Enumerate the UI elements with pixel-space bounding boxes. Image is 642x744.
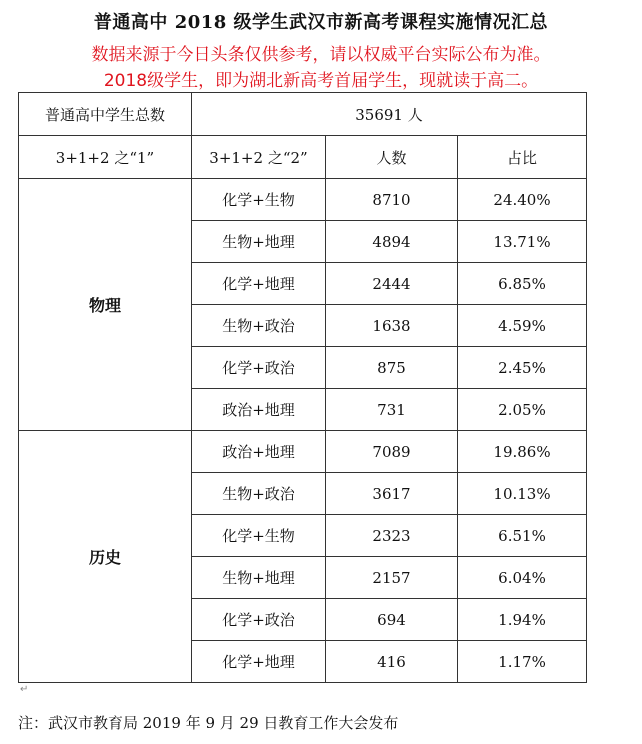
share-cell: 19.86% — [458, 431, 587, 473]
total-row — [19, 93, 587, 136]
combo-cell: 政治+地理 — [192, 431, 326, 473]
count-cell: 731 — [326, 389, 458, 431]
combo-cell: 生物+地理 — [192, 221, 326, 263]
total-value: 35691 人 — [192, 93, 587, 136]
share-cell: 13.71% — [458, 221, 587, 263]
count-cell: 2157 — [326, 557, 458, 599]
count-cell: 4894 — [326, 221, 458, 263]
combo-cell: 生物+政治 — [192, 305, 326, 347]
column-header-first: 3+1+2 之“1” — [19, 136, 192, 179]
combo-cell: 化学+生物 — [192, 515, 326, 557]
count-cell: 875 — [326, 347, 458, 389]
combo-cell: 化学+政治 — [192, 347, 326, 389]
column-header-second: 3+1+2 之“2” — [192, 136, 326, 179]
disclaimer-line-2: 2018级学生，即为湖北新高考首届学生，现就读于高二。 — [103, 71, 539, 91]
combo-cell: 政治+地理 — [192, 389, 326, 431]
disclaimer-line-1: 数据来源于今日头条仅供参考，请以权威平台实际公布为准。 — [91, 45, 551, 65]
share-cell: 4.59% — [458, 305, 587, 347]
paragraph-mark: ↵ — [20, 684, 29, 695]
footnote: 注：武汉市教育局 2019 年 9 月 29 日教育工作大会发布 — [18, 714, 399, 732]
combo-cell: 化学+地理 — [192, 641, 326, 683]
table-row — [19, 431, 587, 473]
count-cell: 2323 — [326, 515, 458, 557]
course-summary-table — [18, 92, 587, 683]
group-physics: 物理 — [19, 179, 192, 431]
share-cell: 2.05% — [458, 389, 587, 431]
combo-cell: 生物+地理 — [192, 557, 326, 599]
share-cell: 10.13% — [458, 473, 587, 515]
total-label: 普通高中学生总数 — [19, 93, 192, 136]
count-cell: 694 — [326, 599, 458, 641]
combo-cell: 生物+政治 — [192, 473, 326, 515]
share-cell: 6.51% — [458, 515, 587, 557]
document-title: 普通高中 2018 级学生武汉市新高考课程实施情况汇总 — [93, 12, 549, 33]
combo-cell: 化学+政治 — [192, 599, 326, 641]
combo-cell: 化学+地理 — [192, 263, 326, 305]
share-cell: 6.85% — [458, 263, 587, 305]
share-cell: 2.45% — [458, 347, 587, 389]
column-header-share: 占比 — [458, 136, 587, 179]
column-header-count: 人数 — [326, 136, 458, 179]
count-cell: 7089 — [326, 431, 458, 473]
count-cell: 3617 — [326, 473, 458, 515]
share-cell: 1.94% — [458, 599, 587, 641]
share-cell: 1.17% — [458, 641, 587, 683]
group-history: 历史 — [19, 431, 192, 683]
column-header-row — [19, 136, 587, 179]
count-cell: 8710 — [326, 179, 458, 221]
count-cell: 1638 — [326, 305, 458, 347]
count-cell: 416 — [326, 641, 458, 683]
table-row — [19, 179, 587, 221]
share-cell: 24.40% — [458, 179, 587, 221]
combo-cell: 化学+生物 — [192, 179, 326, 221]
count-cell: 2444 — [326, 263, 458, 305]
share-cell: 6.04% — [458, 557, 587, 599]
